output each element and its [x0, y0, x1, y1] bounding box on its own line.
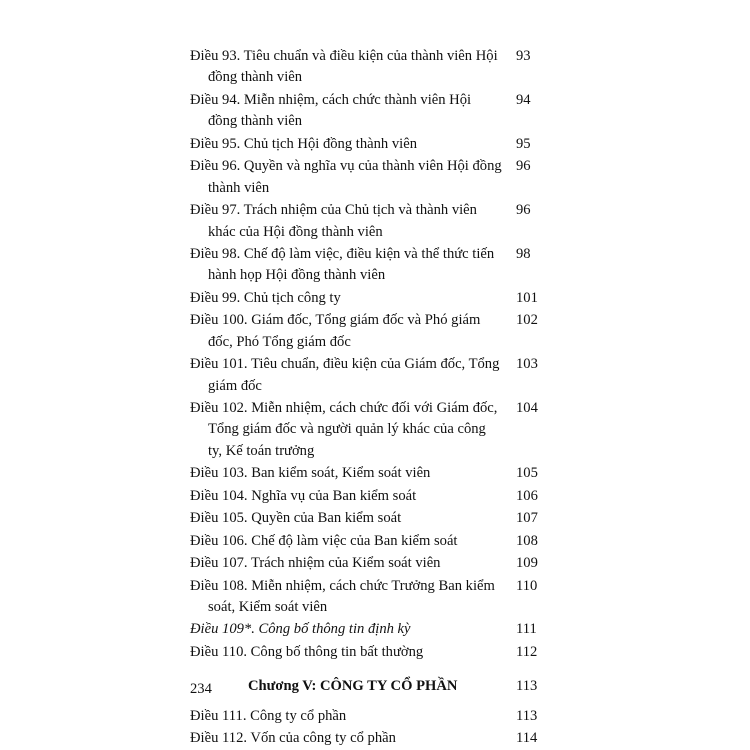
toc-entry-label: Điều 106. Chế độ làm việc của Ban kiểm soát [190, 532, 458, 549]
toc-entry-page-number: 98 [516, 245, 531, 262]
toc-entry-label: Điều 111. Công ty cổ phần [190, 707, 347, 724]
toc-entry-row[interactable] [190, 619, 550, 640]
table-of-contents [190, 46, 550, 750]
toc-entry-row[interactable] [190, 90, 550, 133]
toc-entry-page-number: 104 [516, 400, 538, 416]
toc-entry-page-number: 103 [516, 356, 538, 373]
toc-entry-row[interactable] [190, 288, 550, 309]
toc-entry-label: Điều 99. Chủ tịch công ty [190, 289, 341, 306]
toc-entry-row[interactable] [190, 310, 550, 353]
toc-entry-row[interactable] [190, 576, 550, 619]
toc-entry-label: Điều 95. Chủ tịch Hội đồng thành viên [190, 135, 417, 152]
toc-entry-page-number: 102 [516, 312, 538, 329]
toc-entry-page-number: 107 [516, 510, 538, 527]
toc-entry-label: Điều 96. Quyền và nghĩa vụ của thành viên Hội đồng thành viên [190, 158, 502, 196]
toc-entry-page-number: 109 [516, 555, 538, 572]
toc-entry-page-number: 111 [516, 621, 537, 638]
toc-entry-label: Điều 100. Giám đốc, Tổng giám đốc và Phó giám đốc, Phó Tổng giám đốc [190, 312, 481, 350]
page-folio-number: 234 [190, 681, 212, 697]
toc-entry-row[interactable] [190, 398, 550, 462]
toc-entry-label: Điều 101. Tiêu chuẩn, điều kiện của Giám đốc, Tổng giám đốc [190, 356, 500, 394]
toc-entry-label: Điều 93. Tiêu chuẩn và điều kiện của thành viên Hội đồng thành viên [190, 48, 498, 86]
toc-entry-page-number: 105 [516, 465, 538, 482]
toc-entry-page-number: 114 [516, 730, 538, 747]
toc-entry-label: Chương V: CÔNG TY CỔ PHẦN [248, 678, 458, 695]
toc-entry-label: Điều 97. Trách nhiệm của Chủ tịch và thành viên khác của Hội đồng thành viên [190, 202, 477, 240]
toc-entry-label: Điều 98. Chế độ làm việc, điều kiện và thể thức tiến hành họp Hội đồng thành viên [190, 245, 495, 284]
toc-entry-label: Điều 103. Ban kiểm soát, Kiểm soát viên [190, 465, 431, 482]
toc-entry-row[interactable] [190, 156, 550, 199]
toc-entry-row[interactable] [190, 728, 550, 749]
toc-entry-page-number: 96 [516, 202, 531, 219]
toc-entry-row[interactable] [190, 200, 550, 243]
toc-chapter-row[interactable] [190, 676, 550, 697]
toc-entry-page-number: 106 [516, 487, 538, 504]
toc-entry-row[interactable] [190, 508, 550, 529]
toc-entry-page-number: 113 [516, 707, 538, 724]
toc-entry-row[interactable] [190, 354, 550, 397]
toc-entry-label: Điều 110. Công bố thông tin bất thường [190, 643, 424, 660]
toc-entry-label: Điều 94. Miễn nhiệm, cách chức thành viên Hội đồng thành viên [190, 91, 472, 130]
toc-entry-page-number: 96 [516, 158, 531, 175]
toc-entry-label: Điều 109*. Công bố thông tin định kỳ [190, 621, 411, 638]
toc-entry-row[interactable] [190, 244, 550, 287]
toc-entry-page-number: 112 [516, 643, 538, 660]
toc-entry-row[interactable] [190, 486, 550, 507]
toc-entry-label: Điều 107. Trách nhiệm của Kiểm soát viên [190, 555, 441, 572]
toc-entry-page-number: 93 [516, 48, 531, 64]
toc-entry-row[interactable] [190, 706, 550, 727]
toc-entry-row[interactable] [190, 46, 550, 89]
toc-entry-label: Điều 112. Vốn của công ty cổ phần [190, 730, 396, 747]
toc-entry-row[interactable] [190, 553, 550, 574]
toc-entry-row[interactable] [190, 642, 550, 663]
toc-entry-page-number: 113 [516, 678, 538, 695]
toc-entry-page-number: 110 [516, 577, 538, 594]
toc-entry-label: Điều 105. Quyền của Ban kiểm soát [190, 510, 402, 527]
toc-entry-row[interactable] [190, 134, 550, 155]
toc-entry-page-number: 108 [516, 532, 538, 549]
toc-entry-label: Điều 108. Miễn nhiệm, cách chức Trưởng Ban kiểm soát, Kiểm soát viên [190, 577, 495, 615]
toc-entry-page-number: 101 [516, 289, 538, 306]
toc-entry-label: Điều 102. Miễn nhiệm, cách chức đối với Giám đốc, Tổng giám đốc và người quản lý khác của công ty, Kế toán trưởng [190, 400, 498, 459]
toc-entry-row[interactable] [190, 531, 550, 552]
toc-entry-page-number: 95 [516, 135, 531, 152]
toc-entry-row[interactable] [190, 463, 550, 484]
toc-entry-label: Điều 104. Nghĩa vụ của Ban kiểm soát [190, 487, 417, 504]
toc-entry-page-number: 94 [516, 91, 531, 108]
